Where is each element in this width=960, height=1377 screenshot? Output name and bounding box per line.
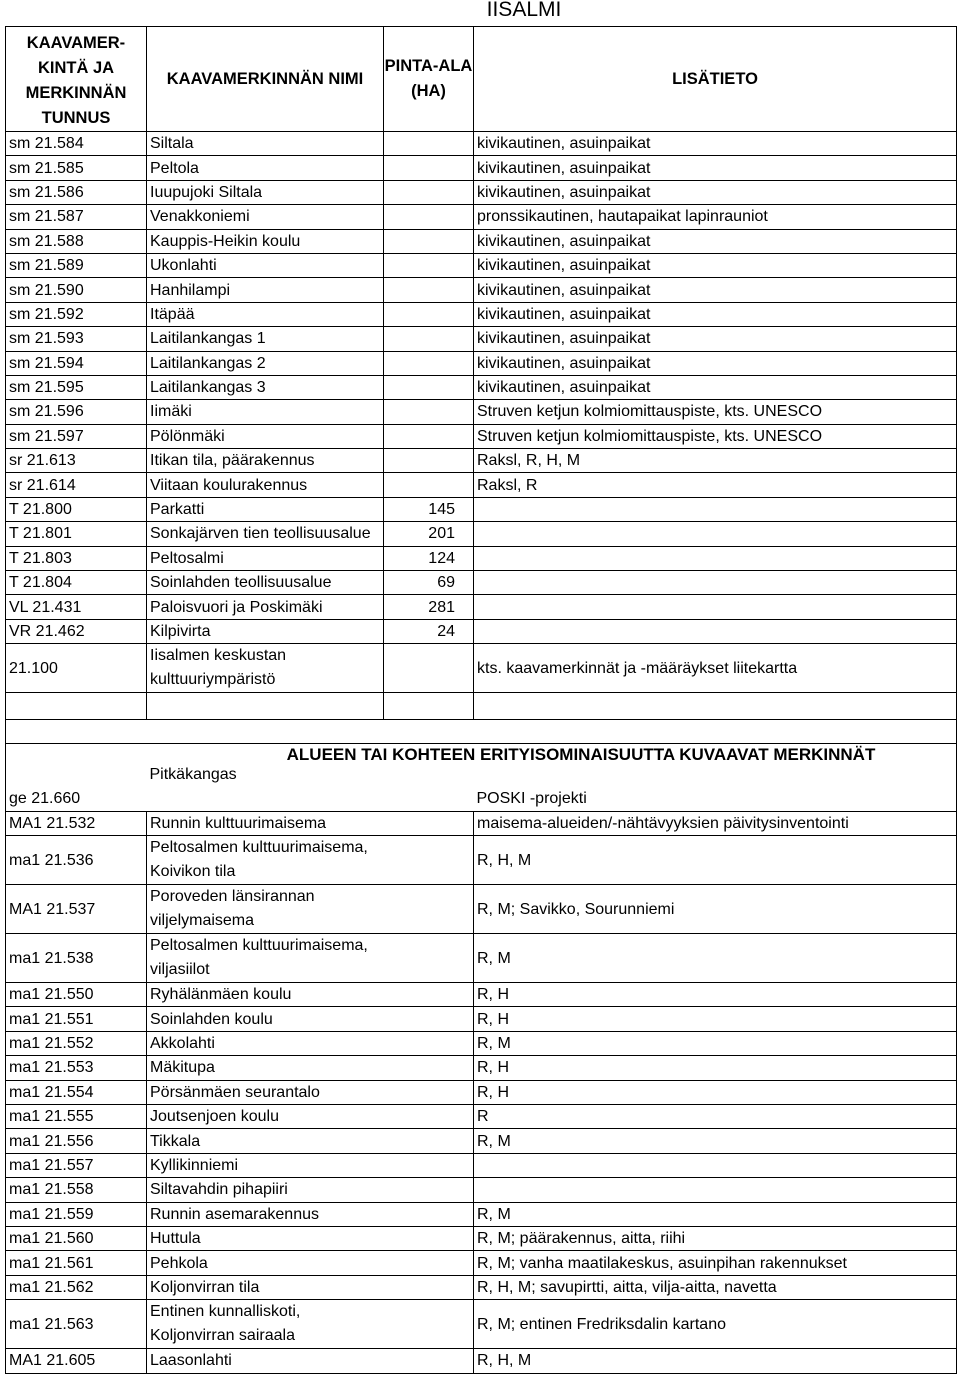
cell-code: sm 21.584 <box>6 132 147 156</box>
cell-code: sm 21.588 <box>6 229 147 253</box>
cell-code: T 21.804 <box>6 571 147 595</box>
cell-name: Sonkajärven tien teollisuusalue <box>147 522 384 546</box>
cell-area: 124 <box>384 546 474 570</box>
table-row <box>6 522 957 546</box>
spacer-row <box>6 693 957 720</box>
cell-code: VL 21.431 <box>6 595 147 619</box>
cell-info <box>474 522 957 546</box>
cell-info: R, H, M; savupirtti, aitta, vilja-aitta, navetta <box>474 1275 957 1299</box>
cell-name: Siltala <box>147 132 384 156</box>
cell-code: sm 21.594 <box>6 351 147 375</box>
table-row <box>6 1202 957 1226</box>
cell-area <box>384 400 474 424</box>
cell-name: Runnin kulttuurimaisema <box>147 811 384 835</box>
cell-info: kivikautinen, asuinpaikat <box>474 278 957 302</box>
col-header-name: KAAVAMERKINNÄN NIMI <box>147 27 384 132</box>
cell-info: POSKI -projekti <box>474 765 957 811</box>
zoning-table <box>5 26 957 1374</box>
cell-area <box>384 885 474 934</box>
table-row <box>6 180 957 204</box>
cell-code: ma1 21.552 <box>6 1031 147 1055</box>
table-row <box>6 983 957 1007</box>
cell-area <box>384 1031 474 1055</box>
cell-name: Pitkäkangas <box>147 765 384 811</box>
table-row <box>6 1178 957 1202</box>
empty-cell <box>6 720 957 744</box>
cell-area <box>384 1080 474 1104</box>
table-row <box>6 1080 957 1104</box>
cell-info: R, M; päärakennus, aitta, riihi <box>474 1227 957 1251</box>
cell-code: sm 21.595 <box>6 375 147 399</box>
cell-name: Iisalmen keskustan kulttuuriympäristö <box>147 644 384 693</box>
header-row <box>6 27 957 132</box>
cell-code: ma1 21.555 <box>6 1105 147 1129</box>
cell-area <box>384 1202 474 1226</box>
cell-code: ma1 21.563 <box>6 1300 147 1349</box>
cell-name: Tikkala <box>147 1129 384 1153</box>
cell-area <box>384 1153 474 1177</box>
cell-area <box>384 1007 474 1031</box>
cell-name: Kauppis-Heikin koulu <box>147 229 384 253</box>
cell-info <box>474 1153 957 1177</box>
cell-area <box>384 1056 474 1080</box>
table-row <box>6 811 957 835</box>
cell-name: Ukonlahti <box>147 253 384 277</box>
cell-code: sm 21.590 <box>6 278 147 302</box>
cell-info: Raksl, R, H, M <box>474 449 957 473</box>
table-row <box>6 619 957 643</box>
spacer-row <box>6 720 957 744</box>
cell-info: R, M; Savikko, Sourunniemi <box>474 885 957 934</box>
cell-code: MA1 21.532 <box>6 811 147 835</box>
section-row <box>6 744 957 766</box>
cell-info: R, M; entinen Fredriksdalin kartano <box>474 1300 957 1349</box>
cell-area <box>384 205 474 229</box>
cell-name: Runnin asemarakennus <box>147 1202 384 1226</box>
cell-code: ma1 21.561 <box>6 1251 147 1275</box>
cell-info: R, M; vanha maatilakeskus, asuinpihan rakennukset <box>474 1251 957 1275</box>
cell-area <box>384 302 474 326</box>
cell-info <box>474 1178 957 1202</box>
cell-code: ma1 21.551 <box>6 1007 147 1031</box>
cell-info: Raksl, R <box>474 473 957 497</box>
cell-area <box>384 132 474 156</box>
cell-name: Laitilankangas 1 <box>147 327 384 351</box>
cell-info: R, H <box>474 983 957 1007</box>
cell-info: R, M <box>474 1202 957 1226</box>
cell-info: kts. kaavamerkinnät ja -määräykset liitekartta <box>474 644 957 693</box>
cell-info <box>474 571 957 595</box>
col-header-info: LISÄTIETO <box>474 27 957 132</box>
cell-name: Peltosalmi <box>147 546 384 570</box>
cell-code: ma1 21.559 <box>6 1202 147 1226</box>
cell-info: kivikautinen, asuinpaikat <box>474 302 957 326</box>
table-row <box>6 424 957 448</box>
cell-area <box>384 156 474 180</box>
cell-code: T 21.803 <box>6 546 147 570</box>
cell-code: ma1 21.550 <box>6 983 147 1007</box>
cell-code: sm 21.592 <box>6 302 147 326</box>
cell-name: Hanhilampi <box>147 278 384 302</box>
cell-code: ma1 21.557 <box>6 1153 147 1177</box>
cell-info: kivikautinen, asuinpaikat <box>474 132 957 156</box>
cell-name: Peltosalmen kulttuurimaisema, viljasiilot <box>147 934 384 983</box>
cell-name: Iuupujoki Siltala <box>147 180 384 204</box>
empty-cell <box>147 693 384 720</box>
cell-info: kivikautinen, asuinpaikat <box>474 375 957 399</box>
cell-code: ge 21.660 <box>6 765 147 811</box>
cell-area <box>384 644 474 693</box>
cell-info: pronssikautinen, hautapaikat lapinrauniot <box>474 205 957 229</box>
cell-name: Koljonvirran tila <box>147 1275 384 1299</box>
cell-name: Mäkitupa <box>147 1056 384 1080</box>
cell-name: Pörsänmäen seurantalo <box>147 1080 384 1104</box>
cell-code: sm 21.586 <box>6 180 147 204</box>
cell-name: Laasonlahti <box>147 1349 384 1373</box>
cell-code: ma1 21.554 <box>6 1080 147 1104</box>
table-row <box>6 497 957 521</box>
cell-area: 24 <box>384 619 474 643</box>
cell-area <box>384 253 474 277</box>
cell-code: ma1 21.538 <box>6 934 147 983</box>
cell-area <box>384 449 474 473</box>
cell-name: Laitilankangas 2 <box>147 351 384 375</box>
cell-code: sm 21.587 <box>6 205 147 229</box>
cell-area <box>384 1227 474 1251</box>
table-row <box>6 595 957 619</box>
cell-name: Ryhälänmäen koulu <box>147 983 384 1007</box>
cell-area <box>384 983 474 1007</box>
cell-info: kivikautinen, asuinpaikat <box>474 253 957 277</box>
table-row <box>6 1349 957 1373</box>
cell-code: MA1 21.605 <box>6 1349 147 1373</box>
cell-name: Soinlahden koulu <box>147 1007 384 1031</box>
cell-area <box>384 934 474 983</box>
cell-name: Venakkoniemi <box>147 205 384 229</box>
cell-area <box>384 424 474 448</box>
cell-name: Entinen kunnalliskoti, Koljonvirran sairaala <box>147 1300 384 1349</box>
table-row <box>6 1227 957 1251</box>
table-row <box>6 1153 957 1177</box>
table-row <box>6 1275 957 1299</box>
table-row <box>6 934 957 983</box>
cell-info: kivikautinen, asuinpaikat <box>474 327 957 351</box>
page-title: IISALMI <box>486 0 562 21</box>
cell-name: Pölönmäki <box>147 424 384 448</box>
cell-name: Paloisvuori ja Poskimäki <box>147 595 384 619</box>
cell-info: R, H <box>474 1056 957 1080</box>
cell-code: ma1 21.536 <box>6 836 147 885</box>
cell-code: sr 21.613 <box>6 449 147 473</box>
cell-name: Viitaan koulurakennus <box>147 473 384 497</box>
cell-code: sr 21.614 <box>6 473 147 497</box>
cell-area <box>384 836 474 885</box>
cell-area <box>384 1105 474 1129</box>
cell-area <box>384 1178 474 1202</box>
table-row <box>6 132 957 156</box>
cell-name: Poroveden länsirannan viljelymaisema <box>147 885 384 934</box>
cell-info: kivikautinen, asuinpaikat <box>474 229 957 253</box>
cell-code: sm 21.585 <box>6 156 147 180</box>
cell-info: kivikautinen, asuinpaikat <box>474 180 957 204</box>
table-row <box>6 1129 957 1153</box>
cell-info: R, H, M <box>474 836 957 885</box>
table-row <box>6 473 957 497</box>
cell-info: R, M <box>474 1031 957 1055</box>
cell-name: Joutsenjoen koulu <box>147 1105 384 1129</box>
cell-code: MA1 21.537 <box>6 885 147 934</box>
cell-area <box>384 1349 474 1373</box>
section-title: ALUEEN TAI KOHTEEN ERITYISOMINAISUUTTA KUVAAVAT MERKINNÄT <box>6 744 957 766</box>
table-row <box>6 644 957 693</box>
cell-code: ma1 21.558 <box>6 1178 147 1202</box>
cell-area <box>384 327 474 351</box>
table-row <box>6 375 957 399</box>
table-row <box>6 229 957 253</box>
cell-code: sm 21.589 <box>6 253 147 277</box>
cell-name: Kilpivirta <box>147 619 384 643</box>
cell-info: R <box>474 1105 957 1129</box>
cell-info: maisema-alueiden/-nähtävyyksien päivitysinventointi <box>474 811 957 835</box>
cell-name: Peltola <box>147 156 384 180</box>
table-row <box>6 1105 957 1129</box>
table-row <box>6 546 957 570</box>
cell-info <box>474 497 957 521</box>
cell-code: sm 21.593 <box>6 327 147 351</box>
table-row <box>6 1031 957 1055</box>
cell-area <box>384 811 474 835</box>
cell-code: sm 21.597 <box>6 424 147 448</box>
empty-cell <box>6 693 147 720</box>
cell-code: ma1 21.560 <box>6 1227 147 1251</box>
cell-area <box>384 278 474 302</box>
cell-code: T 21.800 <box>6 497 147 521</box>
cell-area <box>384 375 474 399</box>
cell-area <box>384 473 474 497</box>
cell-code: ma1 21.553 <box>6 1056 147 1080</box>
cell-info: Struven ketjun kolmiomittauspiste, kts. UNESCO <box>474 424 957 448</box>
cell-name: Huttula <box>147 1227 384 1251</box>
empty-cell <box>474 693 957 720</box>
cell-code: sm 21.596 <box>6 400 147 424</box>
table-row <box>6 1056 957 1080</box>
cell-info: R, H <box>474 1007 957 1031</box>
cell-name: Laitilankangas 3 <box>147 375 384 399</box>
table-row <box>6 205 957 229</box>
empty-cell <box>384 693 474 720</box>
cell-area: 145 <box>384 497 474 521</box>
cell-name: Itäpää <box>147 302 384 326</box>
table-row <box>6 302 957 326</box>
cell-name: Peltosalmen kulttuurimaisema, Koivikon tila <box>147 836 384 885</box>
table-row <box>6 253 957 277</box>
cell-area <box>384 351 474 375</box>
cell-info: Struven ketjun kolmiomittauspiste, kts. UNESCO <box>474 400 957 424</box>
cell-info <box>474 619 957 643</box>
table-row <box>6 327 957 351</box>
table-row <box>6 449 957 473</box>
cell-name: Parkatti <box>147 497 384 521</box>
cell-area <box>384 180 474 204</box>
table-row <box>6 278 957 302</box>
table-row <box>6 156 957 180</box>
col-header-code: KAAVAMER-KINTÄ JA MERKINNÄN TUNNUS <box>6 27 147 132</box>
cell-code: VR 21.462 <box>6 619 147 643</box>
cell-name: Kyllikinniemi <box>147 1153 384 1177</box>
table-row <box>6 836 957 885</box>
cell-name: Soinlahden teollisuusalue <box>147 571 384 595</box>
cell-area <box>384 1251 474 1275</box>
cell-info: R, H, M <box>474 1349 957 1373</box>
cell-area: 201 <box>384 522 474 546</box>
cell-area <box>384 229 474 253</box>
cell-code: ma1 21.556 <box>6 1129 147 1153</box>
cell-code: 21.100 <box>6 644 147 693</box>
cell-info: R, M <box>474 934 957 983</box>
cell-info: kivikautinen, asuinpaikat <box>474 351 957 375</box>
cell-area: 69 <box>384 571 474 595</box>
cell-info: R, M <box>474 1129 957 1153</box>
cell-area <box>384 765 474 811</box>
cell-area <box>384 1275 474 1299</box>
table-row <box>6 351 957 375</box>
cell-info <box>474 546 957 570</box>
cell-info <box>474 595 957 619</box>
table-row <box>6 1251 957 1275</box>
cell-name: Siltavahdin pihapiiri <box>147 1178 384 1202</box>
cell-info: kivikautinen, asuinpaikat <box>474 156 957 180</box>
table-row <box>6 1300 957 1349</box>
table-row <box>6 885 957 934</box>
table-row <box>6 571 957 595</box>
table-row <box>6 1007 957 1031</box>
cell-area <box>384 1300 474 1349</box>
cell-code: ma1 21.562 <box>6 1275 147 1299</box>
cell-name: Pehkola <box>147 1251 384 1275</box>
table-row <box>6 400 957 424</box>
cell-code: T 21.801 <box>6 522 147 546</box>
cell-info: R, H <box>474 1080 957 1104</box>
table-row <box>6 765 957 811</box>
cell-area: 281 <box>384 595 474 619</box>
cell-area <box>384 1129 474 1153</box>
cell-name: Akkolahti <box>147 1031 384 1055</box>
cell-name: Itikan tila, päärakennus <box>147 449 384 473</box>
col-header-area: PINTA-ALA (HA) <box>384 27 474 132</box>
cell-name: Iimäki <box>147 400 384 424</box>
